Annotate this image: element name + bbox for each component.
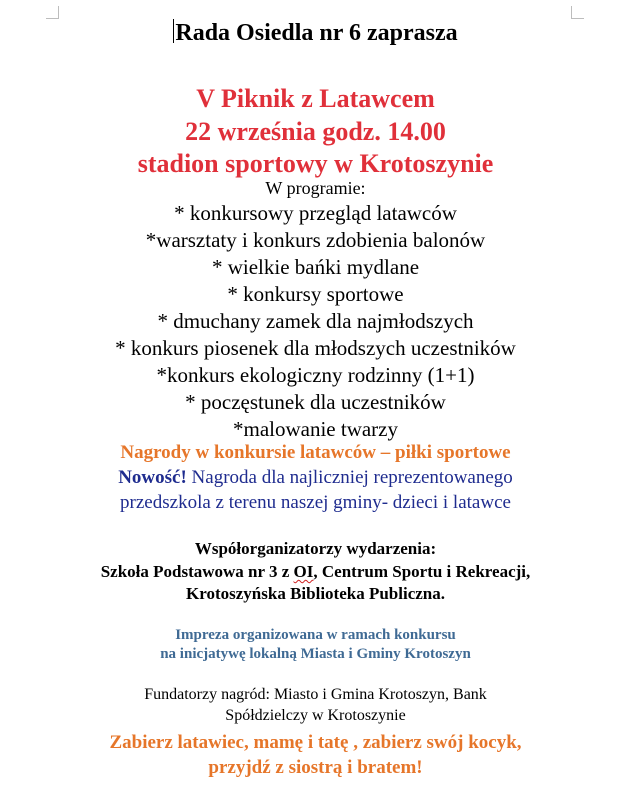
coorganizers-heading: Współorganizatorzy wydarzenia: [194,539,437,558]
program-item: * konkursowy przegląd latawców [174,201,457,225]
program-item: * wielkie bańki mydlane [211,255,420,279]
program-item: * konkursy sportowe [227,282,404,306]
event-date: 22 września godz. 14.00 [185,117,446,146]
sponsors-line2: Spółdzielczy w Krotoszynie [225,707,406,724]
new-text-line1: Nagroda dla najliczniej reprezentowanego [186,467,513,488]
initiative-line1: Impreza organizowana w ramach konkursu [175,627,456,643]
new-label: Nowość! [118,467,187,488]
program-heading: W programie: [265,178,366,198]
program-item: *malowanie twarzy [232,417,399,441]
program-item: * poczęstunek dla uczestników [185,390,446,414]
program-item: * dmuchany zamek dla najmłodszych [157,309,474,333]
invitation-title[interactable] [0,18,631,48]
coorganizers-line1-prefix: Szkoła Podstawowa nr 3 z [100,562,294,581]
initiative-line2: na inicjatywę lokalną Miasta i Gminy Krotoszyn [160,646,471,662]
program-item: *konkurs ekologiczny rodzinny (1+1) [156,363,475,387]
prizes-new-line1 [0,466,631,490]
spellcheck-word[interactable]: OI [293,562,314,581]
sponsors-line1: Fundatorzy nagród: Miasto i Gmina Krotoszyn, Bank [144,686,487,703]
closing-line1: Zabierz latawiec, mamę i tatę , zabierz swój kocyk, [109,732,522,753]
event-place: stadion sportowy w Krotoszynie [137,149,494,178]
closing-line2: przyjdź z siostrą i bratem! [208,757,423,778]
program-item: *warsztaty i konkurs zdobienia balonów [145,228,486,252]
prizes-main: Nagrody w konkursie latawców – piłki sportowe [120,442,511,463]
coorganizers-line1 [0,561,631,583]
coorganizers-line1-suffix: , Centrum Sportu i Rekreacji, [313,562,531,581]
program-item: * konkurs piosenek dla młodszych uczestników [115,336,516,360]
prizes-new-line2: przedszkola z terenu naszej gminy- dzieci i latawce [120,492,511,513]
invitation-title-text: Rada Osiedla nr 6 zaprasza [175,20,458,46]
coorganizers-line2: Krotoszyńska Biblioteka Publiczna. [186,584,445,603]
event-name: V Piknik z Latawcem [196,84,435,113]
